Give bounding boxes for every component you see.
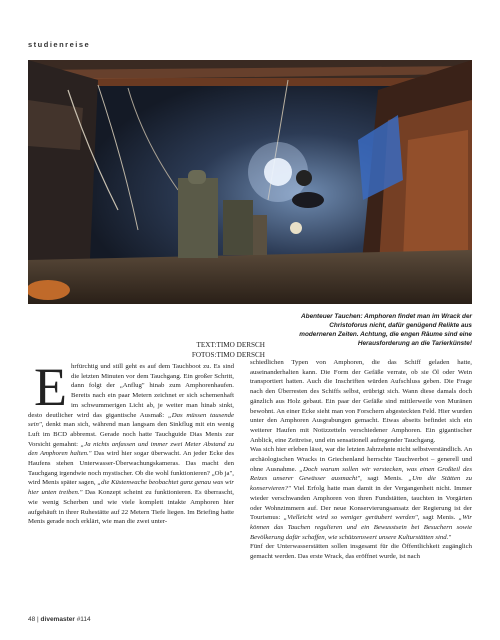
col2-quote-2: „Um die Stätten zu konservieren?" (250, 475, 472, 493)
col2-text-b: Was sich hier erleben lässt, war die letzten Jahrzehnte nicht selbstverständlich. An archäologischen Wracks in Griechenland herrschte Tauchverbot – generell und ohne Ausnahme. (250, 446, 472, 473)
article-column-right (250, 358, 472, 612)
section-label: studienreise (28, 40, 91, 49)
col2-quote-1: „Doch warum sollen wir verstecken, was einen Großteil des Reizes unserer Gewässer ausmacht" (250, 465, 472, 483)
dropcap: E (34, 362, 67, 417)
col1-quote-2: „Ja nichts anfassen und immer zwei Meter Abstand zu den Amphoren halten." (28, 440, 234, 458)
caption-text: Amphoren findet man im Wrack der Christoforus nicht, dafür genügend Relikte aus moderneren Zeiten. Achtung, die engen Räume sind eine Herausforderung an die Tarierkünste! (299, 313, 472, 347)
col1-text-c: Das wird hier sogar überwacht. An jeder Ecke des Haufens stehen Unterwasser-Überwachungskameras. Das macht den Tauchgang irgendwie noch mystischer. Ob die wohl funktionieren? „Ob ja", wird Menis später sagen, (28, 450, 234, 487)
text-credit: TEXT:TIMO DERSCH (196, 341, 265, 349)
caption-lead: Abenteuer Tauchen: (301, 313, 363, 320)
photo-caption (298, 312, 472, 348)
credits (155, 340, 265, 360)
shipwreck-illustration (28, 60, 472, 304)
page-number: 48 (28, 616, 36, 623)
col2-quote-3: „Vielleicht wird so weniger geräubert werden" (283, 514, 418, 522)
col1-quote-1: „Das müssen tausende sein" (28, 411, 234, 429)
col1-text-b: , denkt man sich, während man langsam den Sinkflug mit ein wenig Luft im BCD abbremst. Gerade noch hatte Tauchguide Dias Menis zur Vorsicht gemahnt: (28, 421, 234, 448)
col2-quote-4: „Wir können das Tauchen regulieren und ein Bewusstsein bei Besuchern sowie Bevölkerung dafür schaffen, wie schützenswert unsere Kulturstätten sind." (250, 514, 472, 541)
shipwreck-photo (28, 60, 472, 304)
magazine-name: divemaster (40, 616, 75, 623)
col2-text-d: Viel Erfolg hatte man damit in der Vergangenheit nicht. Immer wieder verschwanden Amphoren von ihren Fundstätten, tauchten in Vorgärten oder Wohnzimmern auf. Der neue Konservierungsansatz der Regierung ist der Tourismus: (250, 485, 472, 522)
col1-text-d: Das Konzept scheint zu funktionieren. Es überrascht, wie wenig Scherben und wie viele komplett intakte Amphoren hier aufgehäuft in ihrer Ruhestätte auf 22 Metern Tiefe liegen. Im Briefing hatte Menis gerade noch erklärt, wie man die zwei unter- (28, 489, 234, 526)
col2-text-f: Fünf der Unterwasserstätten sollen insgesamt für die Öffentlichkeit zugänglich gemacht werden. Das erste Wrack, das eröffnet wurde, ist nach (250, 543, 472, 561)
article-column-left (28, 362, 234, 616)
photo-credit: FOTOS:TIMO DERSCH (191, 351, 265, 359)
col1-quote-3: „die Küstenwache beobachtet ganz genau was wir hier unten treiben." (28, 479, 234, 497)
col2-text-c: , sagt Menis. (360, 475, 409, 483)
page-footer: 48 | divemaster #114 (28, 616, 91, 623)
issue-number: #114 (76, 616, 91, 623)
col1-text-a: hrfürchtig und still geht es auf dem Tauchboot zu. Es sind die letzten Minuten vor dem Tauchgang. Ein großer Schritt, dann folgt der „Anflug" hinab zum Amphorenhaufen. Bereits nach ein paar Metern zeichnet er sich schemenhaft im schwummerigen Licht ab, je weiter man hinab sinkt, desto deutlicher wird das gigantische Ausmaß: (28, 363, 234, 419)
col2-text-a: schiedlichen Typen von Amphoren, die das Schiff geladen hatte, auseinanderhalten kann. Die Form der Gefäße verrate, ob sie Öl oder Wein transportiert hatten. Auch die Inschriften würden Aufschluss geben. Die Frage nach den Überresten des Schiffs selbst, erübrigt sich. Wann diese damals doch gänzlich aus Holz gebaut. Ein paar der Gefäße sind mittlerweile von Muränen bewohnt. An einer Ecke sieht man von Forschern abgesteckten Feld. Hier wurden unter den Amphoren Ausgrabungen gemacht. Etwas abseits befindet sich ein weiterer Haufen mit Notizzetteln verschiedener Amphoren. Ein gigantischer Anblick, eine Zeitreise, und ein sensationell aufregender Tauchgang. (250, 359, 472, 444)
col2-text-e: , sagt Menis. (417, 514, 459, 522)
